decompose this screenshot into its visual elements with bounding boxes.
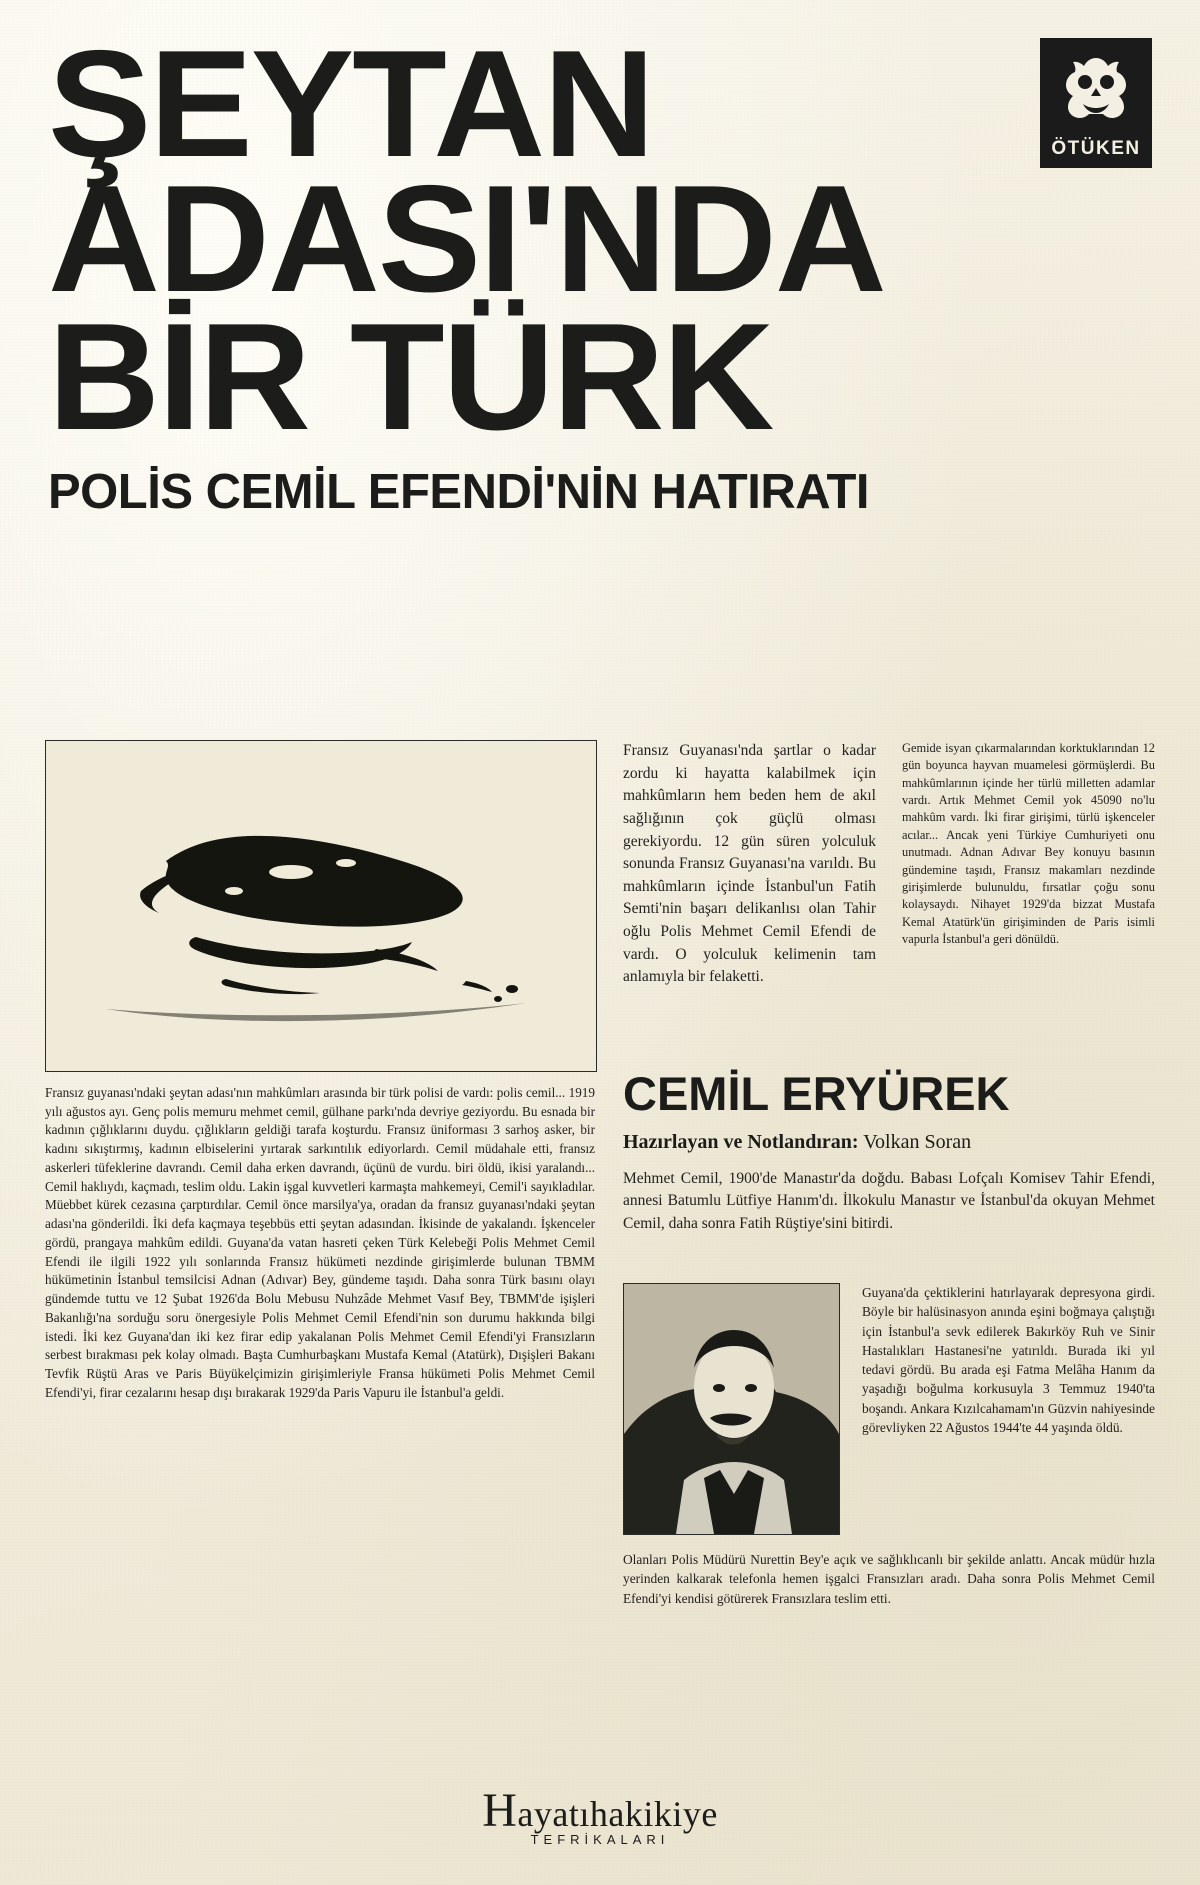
author-portrait	[623, 1283, 840, 1535]
imprint-logo	[0, 1783, 1200, 1847]
publisher-name: ÖTÜKEN	[1051, 138, 1141, 159]
cover-illustration	[45, 740, 597, 1072]
imprint-subtitle: TEFRİKALARI	[530, 1832, 670, 1847]
prepared-by-line	[623, 1131, 1155, 1154]
cover-content	[45, 740, 1155, 1765]
author-photo-row	[623, 1283, 1155, 1765]
title-block	[48, 19, 948, 520]
imprint-name-rest: ayatıhakikiye	[517, 1794, 718, 1834]
title-line-2: ADASI'NDA	[48, 154, 885, 325]
prepared-by-value: Volkan Soran	[863, 1131, 972, 1153]
imprint-name-initial: H	[482, 1784, 518, 1837]
author-bio-top: Mehmet Cemil, 1900'de Manastır'da doğdu. Babası Lofçalı Komisev Tahir Efendi, annesi Batumlu Lütfiye Hanım'dı. İlkokulu Manastır ve İstanbul'da okuyan Mehmet Cemil, daha sonra Fatih Rüştiye'sini bitirdi.	[623, 1170, 1155, 1232]
title-line-3: BİR TÜRK	[48, 291, 773, 462]
subtitle: POLİS CEMİL EFENDİ'NİN HATIRATI	[48, 465, 869, 520]
top-columns	[623, 740, 1155, 989]
author-block	[623, 1067, 1155, 1235]
back-cover-paragraph: Fransız guyanası'ndaki şeytan adası'nın mahkûmları arasında bir türk polisi de vardı: polis cemil... 1919 yılı ağustos ayı. Genç polis memuru mehmet cemil, gülhane parkı'nda devriye geziyordu. Bu esnada bir kadının çığlıklarını duydu. çığlıkların geldiği tarafa koşturdu. Fransız üniforması 3 sarhoş asker, bir kadını sıkıştırmış, kadının elbiselerini yırtarak sarkıntılık ediyorlardı. Cemil müdahale etti, fransız askerleri tüfeklerine davrandı. Cemil daha erken davrandı, üçünü de vurdu. biri öldü, ikisi yaralandı... Cemil haklıydı, kaçmadı, teslim oldu. Lakin işgal kuvvetleri karmaşta mahkemeyi, Cemil'i sayıkladılar. Müebbet kürek cezasına çarptırdılar. Cemil önce marsilya'ya, oradan da fransız guyanası'ndaki şeytan adası'na gönderildi. İki defa kaçmaya teşebbüs etti şeytan adasından. İkisinde de yakalandı. İşkenceler gördü, prangaya mahkûm edildi. Guyana'da vatan hasreti çeken Türk Kelebeği Polis Mehmet Cemil Efendi ile ilgili 1922 yılı sonlarında Fransız hükümeti nezdinde girişimlerde bulunan TBMM hükümetinin İstanbul temsilcisi Adnan (Adıvar) Bey, gündeme taşıdı. Daha sonra Türk basını olayı gündemde tuttu ve 12 Şubat 1926'da Bolu Mebusu Nuhzâde Mehmet Vasıf Bey, TBMM'de işişleri Bakanlığı'na sorduğu soru önergesiyle Polis Mehmet Cemil Efendi'nin son durumu hakkında bilgi istedi. İki kez Guyana'dan iki kez firar edip yakalanan Polis Mehmet Cemil Efendi'yi Fransızların serbest bırakması pek kolay olmadı. Başta Cumhurbaşkanı Mustafa Kemal (Atatürk), Dışişleri Bakanı Tevfik Rüştü Aras ve Paris Büyükelçimizin girişimleriyle Fransa hükümeti Polis Mehmet Cemil Efendi'yi, firar cezalarını hesap dışı bırakarak 1929'da Paris Vapuru ile İstanbul'a geldi.	[45, 1085, 595, 1400]
prepared-by-label: Hazırlayan ve Notlandıran:	[623, 1131, 859, 1153]
publisher-logo	[1040, 38, 1152, 168]
title-line-1: ŞEYTAN	[48, 19, 654, 189]
imprint-name	[0, 1783, 1200, 1838]
author-name: CEMİL ERYÜREK	[623, 1067, 1010, 1120]
top-column-1: Fransız Guyanası'nda şartlar o kadar zordu ki hayatta kalabilmek için mahkûmların hem beden hem de akıl sağlığının çok güçlü olması gerekiyordu. 12 gün süren yolculuk sonunda Fransız Guyanası'na varıldı. Bu mahkûmların içinde İstanbul'un Fatih Semti'nin başarı delikanlısı olan Tahir oğlu Polis Mehmet Cemil Efendi de vardı. O yolculuk kelimenin tam anlamıyla bir felaketti.	[623, 742, 876, 986]
author-bio-column: Guyana'da çektiklerini hatırlayarak depresyona girdi. Böyle bir halüsinasyon anında eşini boğmaya çalıştığı için İstanbul'a sevk edilerek Bakırköy Ruh ve Sinir Hastalıkları Hastanesi'ne yatırıldı. Burada iki yıl tedavi gördü. Bu arada eşi Fatma Melâha Hanım da yaşadığı boğulma korkusuyla 3 Temmuz 1940'ta boşandı. Ankara Kızılcahamam'ın Güzvin nahiyesinde görevliyken 22 Ağustos 1944'te 44 yaşında öldü.	[862, 1285, 1155, 1436]
author-bio-bottom: Olanları Polis Müdürü Nurettin Bey'e açık ve sağlıklıcanlı bir şekilde anlattı. Ancak müdür hızla yerinden kalkarak telefonla hemen işgalci Fransızları aradı. Daha sonra Polis Mehmet Cemil Efendi'yi kendisi götürerek Fransızlara teslim etti.	[623, 1552, 1155, 1606]
owl-icon	[1040, 38, 1152, 138]
top-column-2: Gemide isyan çıkarmalarından korktuklarından 12 gün boyunca hayvan muamelesi görmüşlerdi. Bu mahkûmlarının içinde her türlü milletten adamlar vardı. Artık Mehmet Cemil yok 45090 no'lu mahkûm vardı. İki firar girişimi, türlü işkenceler acılar... Ancak yeni Türkiye Cumhuriyeti onu unutmadı. Adnan Adıvar Bey konuyu basının gündemine taşıdı, Fransız makamları nezdinde girişimlerde bulunuldu, fırsatlar çoğu sonu kolaysaydı. Nihayet 1929'da bizzat Mustafa Kemal Atatürk'ün girişiminden de Paris isimli vapurla İstanbul'a geri dönüldü.	[902, 741, 1155, 946]
back-cover-text	[45, 1084, 595, 1765]
